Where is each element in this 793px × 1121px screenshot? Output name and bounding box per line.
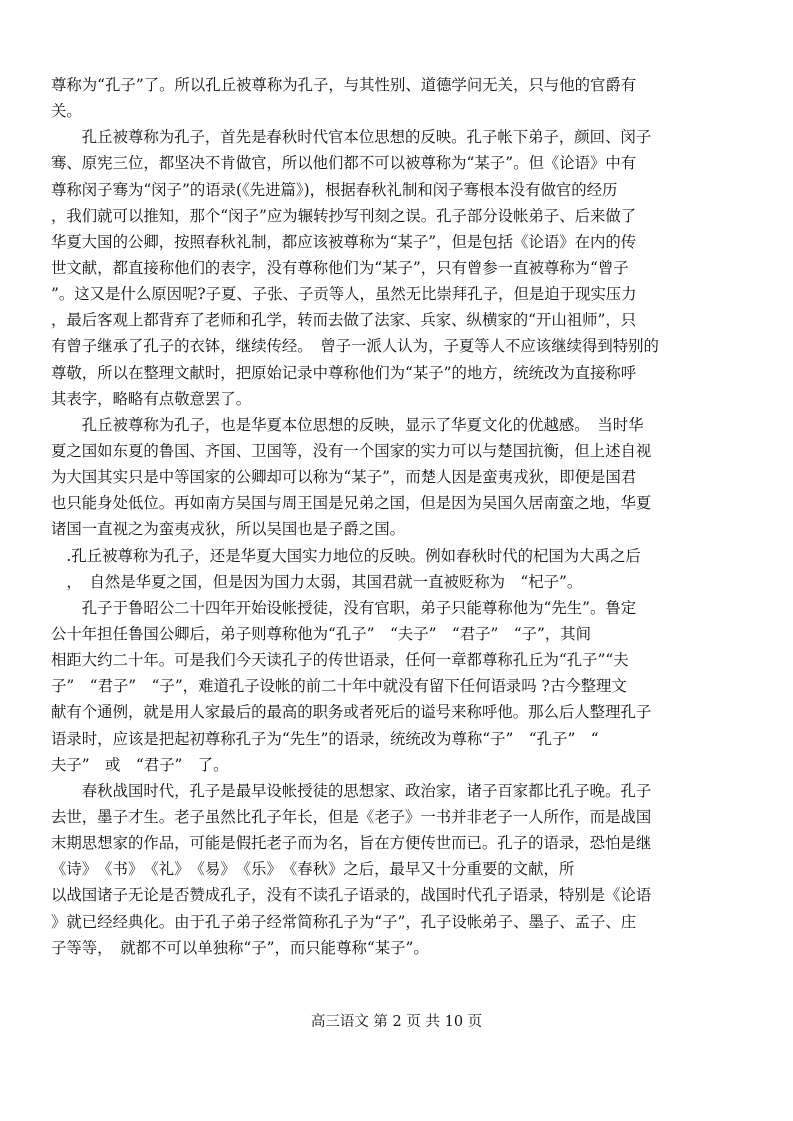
text-line: 骞、原宪三位，都坚决不肯做官，所以他们都不可以被尊称为“某子”。但《论语》中有 <box>51 154 637 173</box>
text-line: 公十年担任鲁国公卿后，弟子则尊称他为“孔子” “夫子” “君子” “子”，其间 <box>51 624 592 643</box>
text-line: 孔丘被尊称为孔子，首先是春秋时代官本位思想的反映。孔子帐下弟子，颜回、闵子 <box>51 128 652 147</box>
text-line: 语录时，应该是把起初尊称孔子为“先生”的语录，统统改为尊称“子” “孔子” “ <box>51 729 599 748</box>
text-line: 去世，墨子才生。老子虽然比孔子年长，但是《老子》一书并非老子一人所作，而是战国 <box>51 807 652 826</box>
text-line: 《诗》 《书》 《礼》 《易》 《乐》 《春秋》之后，最早又十分重要的文献，所 <box>51 860 575 879</box>
page-footer: 高三语文 第 2 页 共 10 页 <box>310 1014 483 1030</box>
text-line: 孔子于鲁昭公二十四年开始设帐授徒，没有官职，弟子只能尊称他为“先生”。鲁定 <box>51 598 637 617</box>
text-line: 尊称为“孔子”了。所以孔丘被尊称为孔子，与其性别、道德学问无关，只与他的官爵有 <box>51 76 637 94</box>
text-line: 末期思想家的作品，可能是假托老子而为名，旨在方便传世而已。孔子的语录，恐怕是继 <box>51 834 652 853</box>
text-line: 世文献，都直接称他们的表字，没有尊称他们为“某子”，只有曾参一直被尊称为“曾子 <box>51 258 629 277</box>
text-line: 尊敬，所以在整理文献时，把原始记录中尊称他们为“某子”的地方，统统改为直接称呼 <box>51 363 637 382</box>
text-line: 有曾子继承了孔子的衣钵，继续传经。 曾子一派人认为，子夏等人不应该继续得到特别的 <box>51 337 659 356</box>
text-line: ，我们就可以推知，那个“闵子”应为辗转抄写刊刻之误。孔子部分设帐弟子、后来做了 <box>51 206 637 225</box>
text-line: 子” “君子” “子”，难道孔子设帐的前二十年中就没有留下任何语录吗 ?古今整理文 <box>51 677 627 696</box>
text-line: 为大国其实只是中等国家的公卿却可以称为“某子”，而楚人因是蛮夷戎狄，即便是国君 <box>51 468 637 487</box>
document-body <box>51 72 743 961</box>
text-line: 诸国一直视之为蛮夷戎狄，所以吴国也是子爵之国。 <box>51 520 405 539</box>
text-line: 关。 <box>51 102 82 121</box>
text-line: 子等等， 就都不可以单独称“子”，而只能尊称“某子”。 <box>51 938 429 957</box>
text-line: 其表字，略略有点敬意罢了。 <box>51 389 252 408</box>
text-line: 》就已经经典化。由于孔子弟子经常简称孔子为“子”，孔子设帐弟子、墨子、孟子、庄 <box>51 912 637 931</box>
text-line: 华夏大国的公卿，按照春秋礼制，都应该被尊称为“某子”，但是包括《论语》在内的传 <box>51 232 637 251</box>
text-line: 尊称闵子骞为“闵子”的语录(《先进篇》)，根据春秋礼制和闵子骞根本没有做官的经历 <box>51 180 618 199</box>
text-line: ，最后客观上都背弃了老师和孔学，转而去做了法家、兵家、纵横家的“开山祖师”，只 <box>51 311 637 330</box>
text-line: 春秋战国时代，孔子是最早设帐授徒的思想家、政治家，诸子百家都比孔子晚。孔子 <box>51 781 652 800</box>
text-line: 夏之国如东夏的鲁国、齐国、卫国等，没有一个国家的实力可以与楚国抗衡，但上述自视 <box>51 441 652 460</box>
text-line: 献有个通例，就是用人家最后的最高的职务或者死后的谥号来称呼他。那么后人整理孔子 <box>51 703 652 722</box>
text-line: ”。这又是什么原因呢?子夏、子张、子贡等人，虽然无比崇拜孔子，但是迫于现实压力 <box>51 285 637 304</box>
text-line: 以战国诸子无论是否赞成孔子，没有不读孔子语录的，战国时代孔子语录，特别是《论语 <box>51 886 652 905</box>
text-line: .孔丘被尊称为孔子，还是华夏大国实力地位的反映。例如春秋时代的杞国为大禹之后 <box>51 546 641 565</box>
text-line: 相距大约二十年。可是我们今天读孔子的传世语录，任何一章都尊称孔丘为“孔子”“夫 <box>51 651 629 670</box>
text-line: 也只能身处低位。再如南方吴国与周王国是兄弟之国，但是因为吴国久居南蛮之地，华夏 <box>51 494 652 513</box>
text-line: ， 自然是华夏之国，但是因为国力太弱，其国君就一直被贬称为 “杞子”。 <box>51 572 583 591</box>
text-line: 孔丘被尊称为孔子，也是华夏本位思想的反映，显示了华夏文化的优越感。 当时华 <box>51 415 644 434</box>
text-line: 夫子” 或 “君子” 了。 <box>51 755 229 774</box>
